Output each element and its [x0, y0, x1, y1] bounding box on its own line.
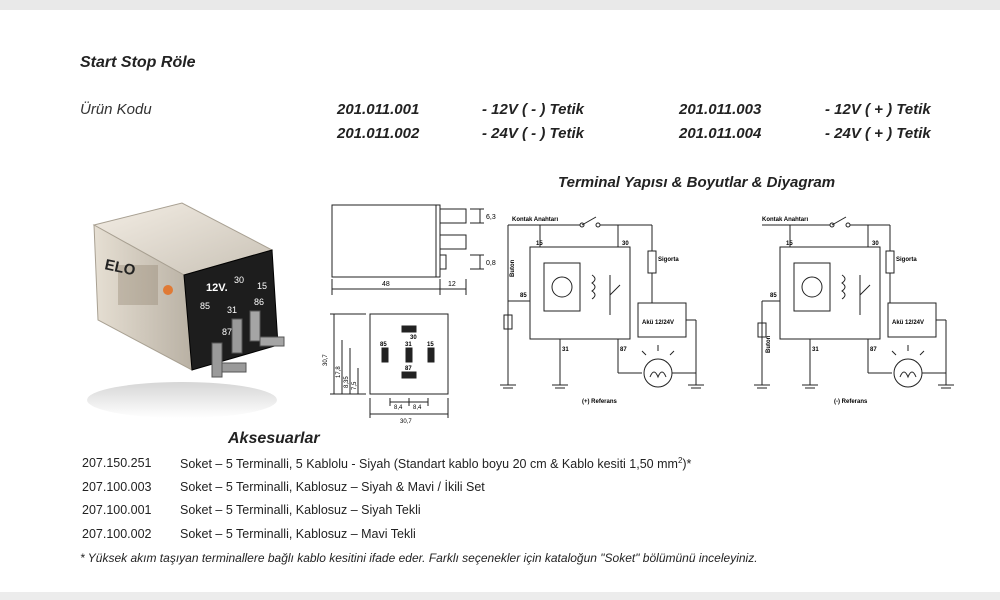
accessory-desc: Soket – 5 Terminalli, Kablosuz – Mavi Tekli — [180, 527, 416, 541]
dim-inner-height-label: 17,8 — [336, 366, 342, 378]
key-switch-label: Kontak Anahtarı — [512, 217, 559, 223]
accessory-desc: Soket – 5 Terminalli, Kablosuz – Siyah & Mavi / İkili Set — [180, 480, 485, 494]
relay-pin-label: 86 — [254, 297, 265, 307]
button-label: Buton — [510, 259, 516, 277]
wiring-diagram-left — [500, 205, 715, 415]
reference-label: (+) Referans — [582, 399, 617, 405]
top-border — [0, 0, 1000, 10]
product-code-desc: - 12V ( + ) Tetik — [825, 101, 931, 118]
bottom-border — [0, 592, 1000, 600]
accessory-desc: Soket – 5 Terminalli, 5 Kablolu - Siyah (Standart kablo boyu 20 cm & Kablo kesiti 1,50 $mm^2)*$ — [180, 456, 692, 472]
accessory-code: 207.150.251 — [82, 456, 152, 470]
terminal-30-label: 30 — [622, 241, 629, 247]
dim-tab-label: 12 — [448, 281, 456, 288]
accessory-code: 207.100.001 — [82, 503, 152, 517]
page-title: Start Stop Röle — [80, 54, 196, 71]
pin-87-label: 87 — [405, 366, 412, 372]
bottom-dimension-drawing — [320, 310, 455, 425]
accessory-desc: Soket – 5 Terminalli, Kablosuz – Siyah Tekli — [180, 503, 421, 517]
dim-w2-label: 8,4 — [413, 405, 422, 411]
dim-width-label: 48 — [382, 281, 390, 288]
relay-pin-label: 15 — [257, 281, 268, 291]
relay-photo — [82, 195, 302, 425]
relay-voltage-label: 12V. — [206, 282, 228, 294]
dim-h2-label: 0,8 — [486, 260, 496, 267]
terminal-31-label: 31 — [562, 347, 569, 353]
product-code-desc: - 12V ( - ) Tetik — [482, 101, 584, 118]
relay-pin-label: 85 — [200, 301, 211, 311]
dim-height-label: 30,7 — [323, 354, 329, 366]
terminal-85-label: 85 — [520, 293, 527, 299]
battery-label: Akü 12/24V — [642, 320, 675, 326]
pin-30-label: 30 — [410, 335, 417, 341]
fuse-label: Sigorta — [658, 257, 679, 263]
product-code: 201.011.001 — [337, 101, 420, 118]
terminal-15-label: 15 — [786, 241, 793, 247]
dim-total-width-label: 30,7 — [400, 419, 412, 425]
battery-label: Akü 12/24V — [892, 320, 925, 326]
pin-15-label: 15 — [427, 342, 434, 348]
terminal-15-label: 15 — [536, 241, 543, 247]
product-code: 201.011.002 — [337, 125, 420, 142]
reference-label: (-) Referans — [834, 399, 868, 405]
relay-brand-label: ELO — [103, 256, 137, 280]
relay-pin-label: 31 — [227, 305, 238, 315]
accessories-heading: Aksesuarlar — [228, 430, 320, 447]
side-dimension-drawing — [320, 195, 505, 305]
terminal-30-label: 30 — [872, 241, 879, 247]
terminal-31-label: 31 — [812, 347, 819, 353]
relay-pin-label: 87 — [222, 327, 233, 337]
product-code-desc: - 24V ( + ) Tetik — [825, 125, 931, 142]
terminal-87-label: 87 — [870, 347, 877, 353]
button-label: Buton — [766, 335, 772, 353]
accessory-code: 207.100.002 — [82, 527, 152, 541]
footnote: * Yüksek akım taşıyan terminallere bağlı kablo kesitini ifade eder. Farklı seçenekler için kataloğun "Soket" bölümünü inceleyiniz. — [80, 551, 758, 565]
fuse-label: Sigorta — [896, 257, 917, 263]
product-code: 201.011.003 — [679, 101, 762, 118]
product-code-label: Ürün Kodu — [80, 101, 152, 118]
terminal-85-label: 85 — [770, 293, 777, 299]
dim-w1-label: 8,4 — [394, 405, 403, 411]
pin-85-label: 85 — [380, 342, 387, 348]
accessory-code: 207.100.003 — [82, 480, 152, 494]
pin-31-label: 31 — [405, 342, 412, 348]
relay-pin-label: 30 — [234, 275, 245, 285]
key-switch-label: Kontak Anahtarı — [762, 217, 809, 223]
terminal-87-label: 87 — [620, 347, 627, 353]
dim-h1-label: 6,3 — [486, 214, 496, 221]
dim-d2-label: 7,5 — [352, 381, 358, 390]
diagram-heading: Terminal Yapısı & Boyutlar & Diyagram — [558, 174, 836, 191]
dim-d1-label: 8,35 — [344, 376, 350, 388]
product-code: 201.011.004 — [679, 125, 762, 142]
wiring-diagram-right — [750, 205, 965, 415]
product-code-desc: - 24V ( - ) Tetik — [482, 125, 584, 142]
